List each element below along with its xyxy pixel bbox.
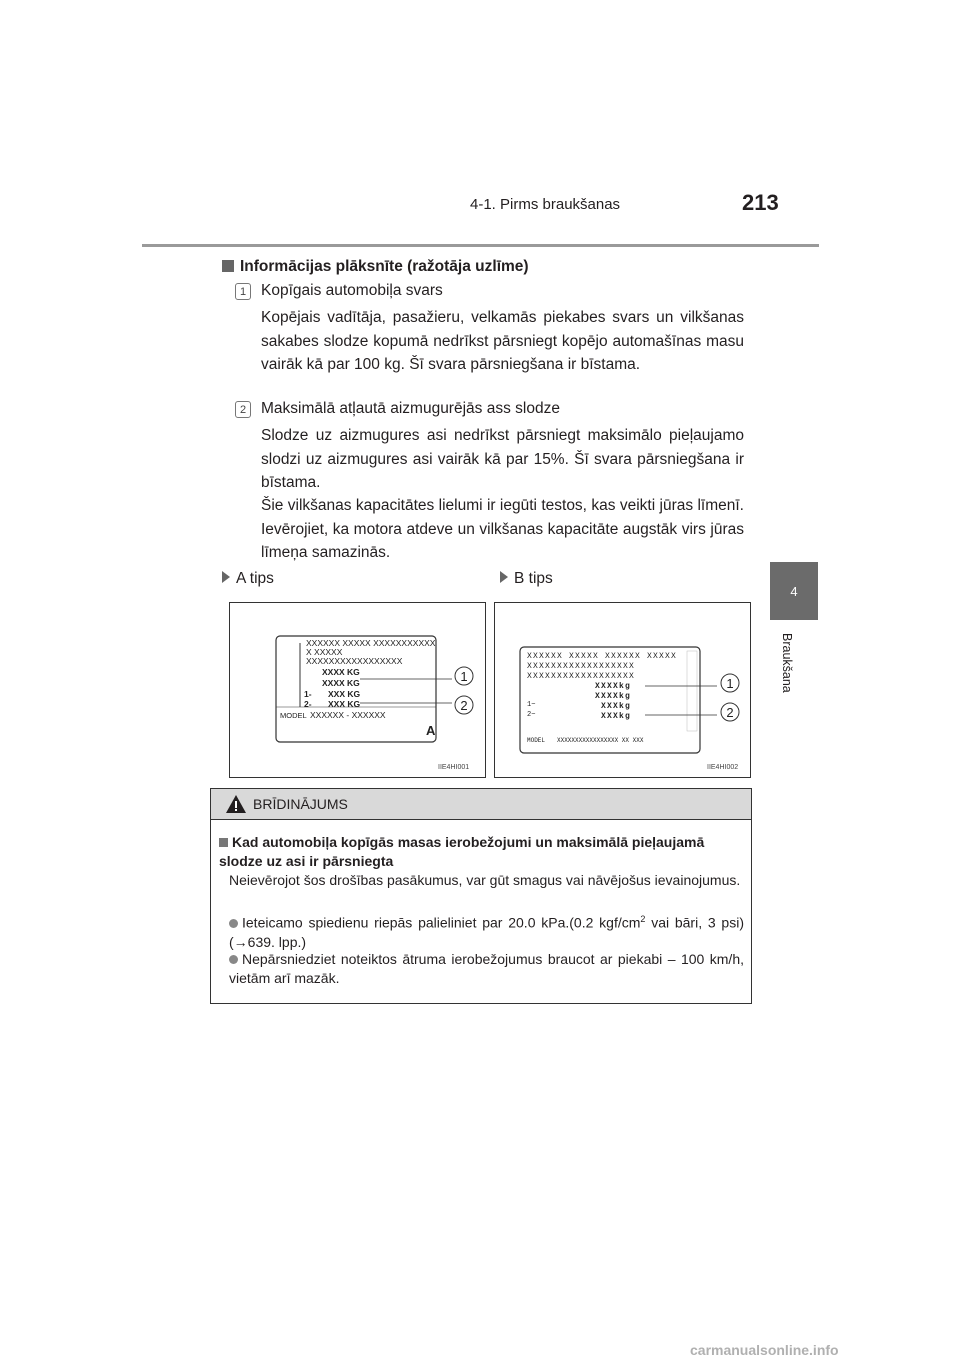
plate-line: XXXXXXXXXXXXXXXXXX <box>527 662 636 671</box>
warning-triangle-icon <box>225 794 247 814</box>
round-bullet-icon <box>229 955 238 964</box>
plate-line: XXXXXXXXXXXXXXXXX <box>306 656 403 666</box>
plate-line: XXXXXXXXXXXXXXXXXX <box>527 672 636 681</box>
site-watermark: carmanualsonline.info <box>690 1342 839 1358</box>
plate-axle-1: XXXkg <box>601 702 632 711</box>
callout-2: 2 <box>460 698 468 713</box>
plate-axle-1-label: 1~ <box>527 701 536 709</box>
plate-weight-2: XXXXkg <box>595 692 632 701</box>
item-title: Maksimālā atļautā aizmugurējās ass slodze <box>261 400 560 417</box>
callout-1: 1 <box>460 669 468 684</box>
chapter-tab-label: Braukšana <box>780 633 794 693</box>
section-heading <box>222 258 529 276</box>
warning-bullet-2 <box>229 950 744 988</box>
bullet-text: Nepārsniedziet noteiktos ātruma ierobežojumus braucot ar piekabi – 100 km/h, vietām arī mazāk. <box>229 951 744 986</box>
plate-weight-1: XXXX KG <box>322 667 360 677</box>
tip-label-a <box>222 570 274 588</box>
page-reference[interactable]: 639. lpp.) <box>247 933 307 950</box>
warning-subtitle-text: Kad automobiļa kopīgās masas ierobežojumi un maksimālā pieļaujamā slodze uz asi ir pārsniegta <box>219 834 705 869</box>
warning-header <box>211 789 751 820</box>
square-bullet-icon <box>222 260 234 272</box>
figure-code: IIE4HI001 <box>438 764 470 771</box>
item-description: Kopējais vadītāja, pasažieru, velkamās piekabes svars un vilkšanas sakabes slodze kopumā nedrīkst pārsniegt kopējo automašīnas masu vairāk kā par 100 kg. Šī svara pārsniegšana ir bīstama. <box>261 309 744 373</box>
plate-axle-1-label: 1- <box>304 689 312 699</box>
warning-title: BRĪDINĀJUMS <box>253 796 348 812</box>
tip-label-b <box>500 570 553 588</box>
plate-line: XXXXXX XXXXX XXXXXXXXXXX <box>306 638 436 648</box>
plate-line: X XXXXX <box>306 647 343 657</box>
item-title: Kopīgais automobiļa svars <box>261 282 443 299</box>
plate-illustration-a <box>230 603 485 777</box>
plate-illustration-b <box>495 603 750 777</box>
plate-model: XXXXXX - XXXXXX <box>310 710 386 720</box>
item-number-badge: 1 <box>235 283 251 300</box>
page-number: 213 <box>742 190 779 215</box>
plate-axle-2-label: 2~ <box>527 711 536 719</box>
triangle-right-icon <box>500 571 508 583</box>
tip-label-text: B tips <box>514 570 553 587</box>
plate-axle-2: XXXkg <box>601 712 632 721</box>
bullet-text: Ieteicamo spiedienu riepās palieliniet par 20.0 kPa.(0.2 kgf/cm <box>242 914 641 931</box>
bullet-text: vai bāri, 3 psi) ( <box>229 914 744 950</box>
triangle-right-icon <box>222 571 230 583</box>
plate-axle-2: XXX KG <box>328 699 361 709</box>
item-number-badge: 2 <box>235 401 251 418</box>
callout-2: 2 <box>726 705 734 720</box>
round-bullet-icon <box>229 919 238 928</box>
item-description: Slodze uz aizmugures asi nedrīkst pārsniegt maksimālo pieļaujamo slodzi uz aizmugures asi vairāk kā par 15%. Šī svara pārsniegšana ir bīstama. <box>261 427 744 491</box>
plate-axle-1: XXX KG <box>328 689 361 699</box>
header-divider <box>142 244 819 247</box>
figure-type-a <box>229 602 486 778</box>
chapter-tab-number: 4 <box>790 583 798 599</box>
figure-type-b <box>494 602 751 778</box>
warning-intro: Neievērojot šos drošības pasākumus, var gūt smagus vai nāvējošus ievainojumus. <box>229 872 741 888</box>
plate-line: XXXXXX XXXXX XXXXXX XXXXX <box>527 652 678 661</box>
plate-type-letter: A <box>426 723 436 738</box>
plate-model: XXXXXXXXXXXXXXXXX XX XXX <box>557 737 644 744</box>
plate-weight-1: XXXXkg <box>595 682 632 691</box>
chapter-title: 4-1. Pirms braukšanas <box>470 196 621 213</box>
plate-model-word: MODEL <box>280 711 307 720</box>
plate-model-word: MODEL <box>527 737 546 744</box>
plate-weight-2: XXXX KG <box>322 678 360 688</box>
tip-label-text: A tips <box>236 570 274 587</box>
callout-1: 1 <box>726 676 734 691</box>
superscript: 2 <box>640 914 646 924</box>
arrow-icon: → <box>233 933 248 950</box>
chapter-tab[interactable] <box>770 562 818 620</box>
warning-subtitle <box>219 833 744 871</box>
section-heading-text: Informācijas plāksnīte (ražotāja uzlīme) <box>240 258 529 275</box>
square-bullet-icon <box>219 838 228 847</box>
plate-axle-2-label: 2- <box>304 699 312 709</box>
item-note: Šie vilkšanas kapacitātes lielumi ir iegūti testos, kas veikti jūras līmenī. Ievērojiet, ka motora atdeve un vilkšanas kapacitāte augstāk virs jūras līmeņa samazinās. <box>261 497 744 561</box>
warning-bullet-1 <box>229 910 744 952</box>
figure-code: IIE4HI002 <box>707 764 739 771</box>
